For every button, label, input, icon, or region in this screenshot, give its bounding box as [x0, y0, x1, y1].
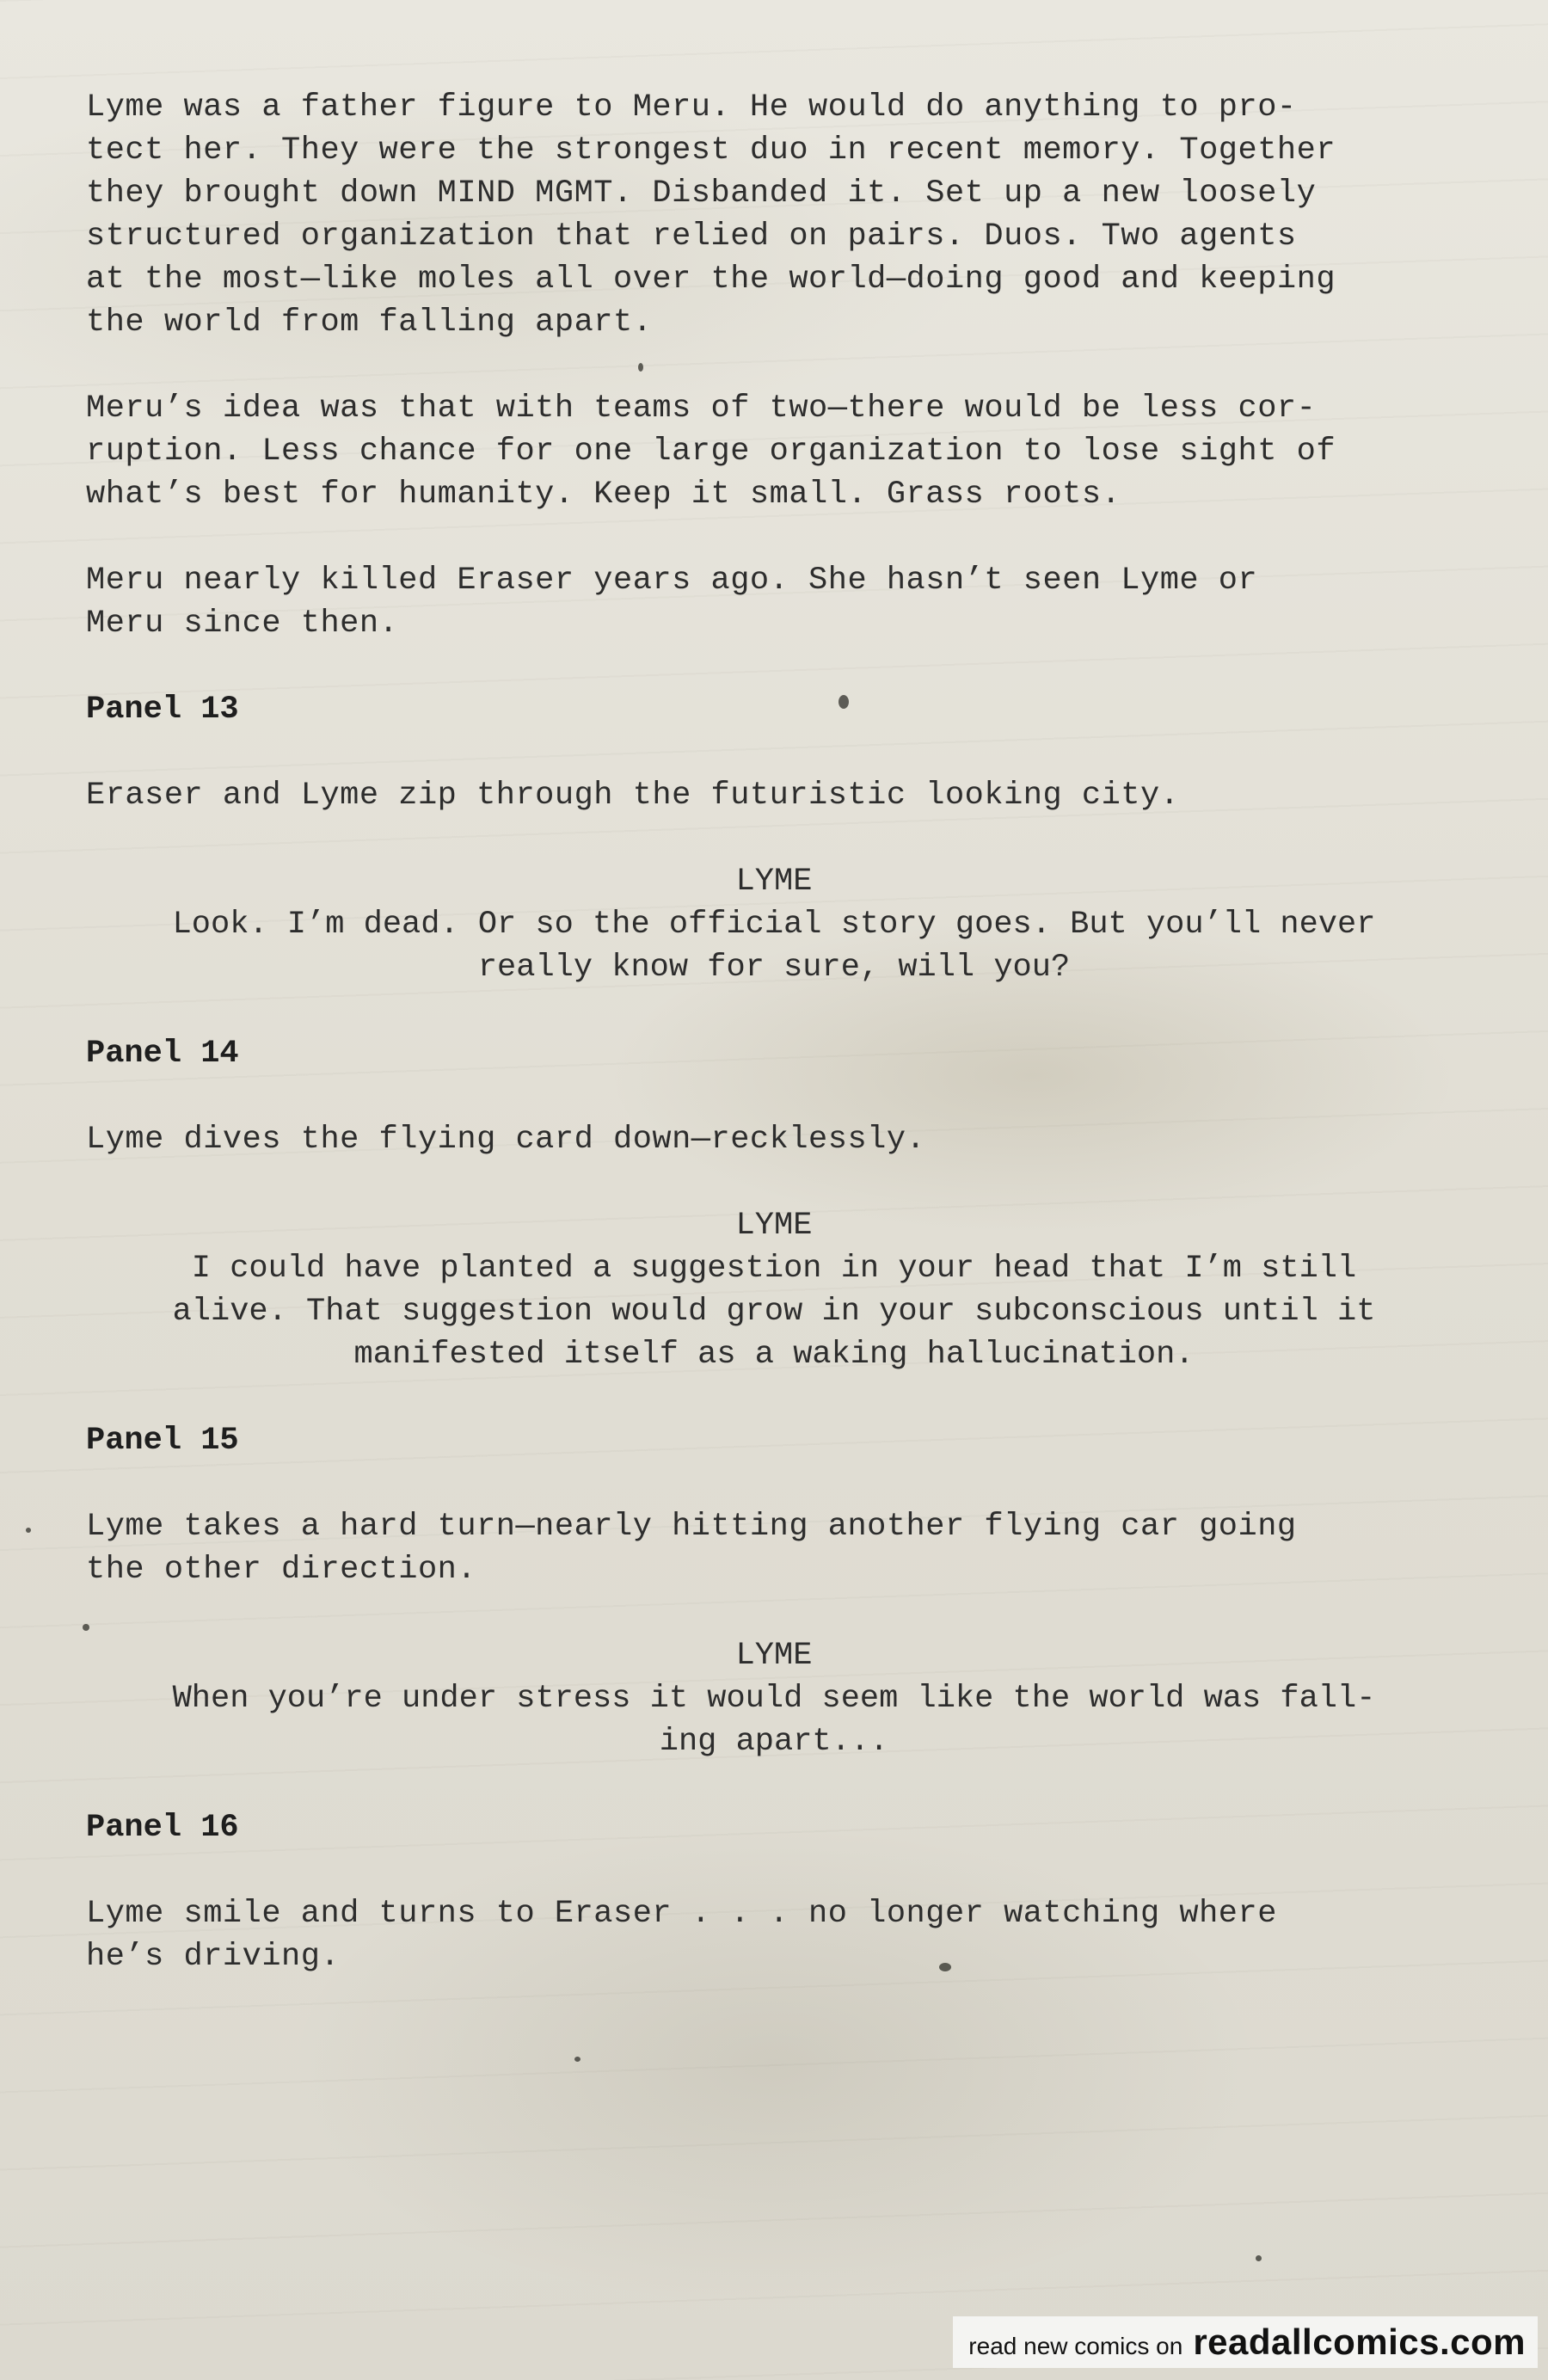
dialogue-line: When you’re under stress it would seem like the world was fall- ing apart... — [172, 1681, 1376, 1760]
site-watermark — [953, 2316, 1538, 2368]
panel-action: Eraser and Lyme zip through the futuristic looking city. — [86, 778, 1180, 814]
paper-speck — [83, 1624, 89, 1631]
watermark-brand: readallcomics.com — [1193, 2322, 1526, 2362]
panel-heading: Panel 13 — [86, 692, 239, 728]
dialogue-block — [86, 1204, 1462, 1376]
dialogue-line: Look. I’m dead. Or so the official story goes. But you’ll never really know for sure, will you? — [172, 907, 1376, 986]
paper-speck — [638, 363, 643, 372]
dialogue-block — [86, 1634, 1462, 1763]
panel-action: Lyme dives the flying card down—recklessly. — [86, 1122, 926, 1158]
paper-speck — [838, 695, 849, 709]
intro-paragraph: Meru nearly killed Eraser years ago. She hasn’t seen Lyme or Meru since then. — [86, 563, 1258, 642]
paper-speck — [939, 1963, 951, 1971]
panel-15 — [86, 1419, 1462, 1763]
speaker-name: LYME — [735, 1208, 813, 1244]
panel-heading: Panel 16 — [86, 1810, 239, 1846]
panel-action: Lyme smile and turns to Eraser . . . no longer watching where he’s driving. — [86, 1896, 1277, 1975]
panel-13 — [86, 688, 1462, 989]
paper-speck — [26, 1528, 31, 1533]
speaker-name: LYME — [735, 864, 813, 900]
panel-action: Lyme takes a hard turn—nearly hitting another flying car going the other direction. — [86, 1509, 1297, 1588]
panel-16 — [86, 1806, 1462, 1978]
watermark-caption: read new comics on — [968, 2333, 1183, 2359]
panel-heading: Panel 14 — [86, 1036, 239, 1072]
paper-speck — [574, 2057, 580, 2062]
intro-paragraph: Meru’s idea was that with teams of two—there would be less cor- ruption. Less chance for one large organization to lose sight of what’s best for humanity. Keep it small. Grass roots. — [86, 391, 1336, 513]
dialogue-line: I could have planted a suggestion in your head that I’m still alive. That suggestion would grow in your subconscious until it manifested itself as a waking hallucination. — [172, 1251, 1376, 1373]
paper-speck — [1256, 2255, 1262, 2261]
dialogue-block — [86, 860, 1462, 989]
intro-paragraph: Lyme was a father figure to Meru. He would do anything to pro- tect her. They were the strongest duo in recent memory. Together they brought down MIND MGMT. Disbanded it. Set up a new loosely structured organization that relied on pairs. Duos. Two agents at the most—like moles all over the world—doing good and keeping the world from falling apart. — [86, 89, 1336, 341]
panel-heading: Panel 15 — [86, 1423, 239, 1459]
script-page — [86, 86, 1462, 2021]
panel-14 — [86, 1032, 1462, 1376]
speaker-name: LYME — [735, 1638, 813, 1674]
